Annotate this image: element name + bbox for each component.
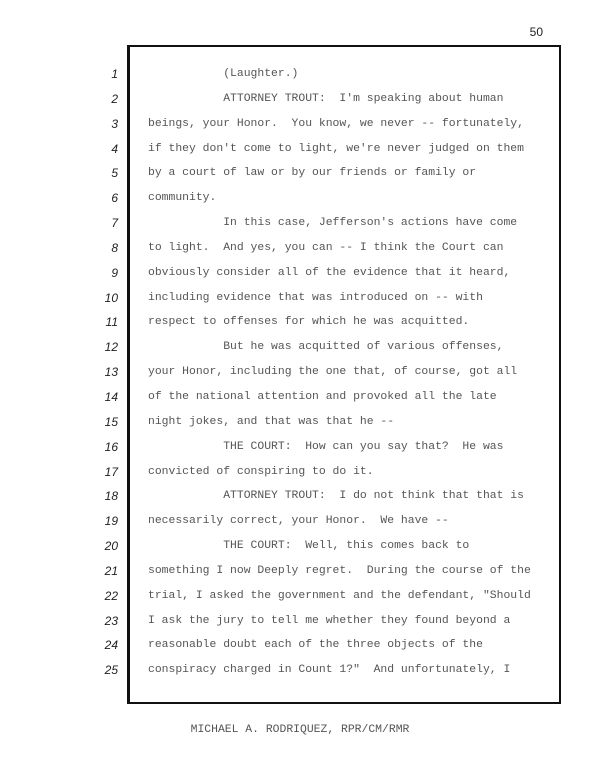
line-number: 8 (111, 240, 118, 255)
transcript-line: community. (148, 192, 217, 205)
line-number: 11 (105, 315, 118, 330)
line-number: 5 (111, 166, 118, 181)
line-number: 20 (104, 539, 118, 554)
transcript-line: obviously consider all of the evidence that it heard, (148, 266, 511, 279)
line-number: 24 (104, 638, 118, 653)
transcript-line: THE COURT: How can you say that? He was (148, 440, 504, 453)
page-number: 50 (529, 25, 543, 39)
line-number: 18 (104, 489, 118, 504)
reporter-footer: MICHAEL A. RODRIQUEZ, RPR/CM/RMR (190, 724, 410, 736)
line-number: 16 (104, 439, 118, 454)
line-number: 15 (104, 414, 118, 429)
transcript-line: if they don't come to light, we're never judged on them (148, 142, 524, 155)
line-number: 23 (104, 613, 118, 628)
transcript-line: beings, your Honor. You know, we never -- fortunately, (148, 117, 524, 130)
transcript-line: I ask the jury to tell me whether they found beyond a (148, 614, 511, 627)
line-number: 17 (104, 464, 118, 479)
line-number: 4 (111, 141, 118, 156)
transcript-line: of the national attention and provoked all the late (148, 390, 497, 403)
line-number: 3 (111, 116, 118, 131)
transcript-line: ATTORNEY TROUT: I do not think that that is (148, 490, 524, 503)
line-number: 12 (104, 340, 118, 355)
transcript-line: necessarily correct, your Honor. We have -- (148, 515, 449, 528)
line-number: 14 (104, 389, 118, 404)
transcript-line: But he was acquitted of various offenses, (148, 341, 504, 354)
transcript-line: including evidence that was introduced on -- with (148, 291, 483, 304)
line-number: 1 (111, 67, 118, 81)
transcript-line: reasonable doubt each of the three objects of the (148, 639, 483, 652)
line-number: 7 (111, 216, 118, 231)
transcript-line: In this case, Jefferson's actions have come (148, 217, 518, 230)
transcript-line: conspiracy charged in Count 1?" And unfortunately, I (148, 664, 511, 677)
transcript-line: convicted of conspiring to do it. (148, 465, 374, 478)
line-number: 21 (104, 563, 118, 578)
transcript-line: to light. And yes, you can -- I think the Court can (148, 241, 504, 254)
transcript-line: something I now Deeply regret. During the course of the (148, 564, 531, 577)
transcript-line: by a court of law or by our friends or family or (148, 167, 477, 180)
transcript-line: ATTORNEY TROUT: I'm speaking about human (148, 92, 504, 105)
transcript-line: THE COURT: Well, this comes back to (148, 540, 470, 553)
transcript-line: night jokes, and that was that he -- (148, 415, 395, 428)
transcript-line: your Honor, including the one that, of course, got all (148, 366, 518, 379)
transcript-line: respect to offenses for which he was acquitted. (148, 316, 470, 329)
line-number: 2 (111, 91, 118, 106)
transcript-line: (Laughter.) (148, 68, 299, 80)
line-number: 22 (104, 588, 118, 603)
line-numbers (96, 62, 118, 683)
line-number: 6 (111, 191, 118, 206)
line-number: 19 (104, 514, 118, 529)
line-number: 10 (104, 290, 118, 305)
transcript-line: trial, I asked the government and the defendant, "Should (148, 589, 531, 602)
transcript-text (148, 62, 553, 683)
line-number: 9 (111, 265, 118, 280)
line-number: 25 (104, 663, 118, 678)
line-number: 13 (104, 365, 118, 380)
